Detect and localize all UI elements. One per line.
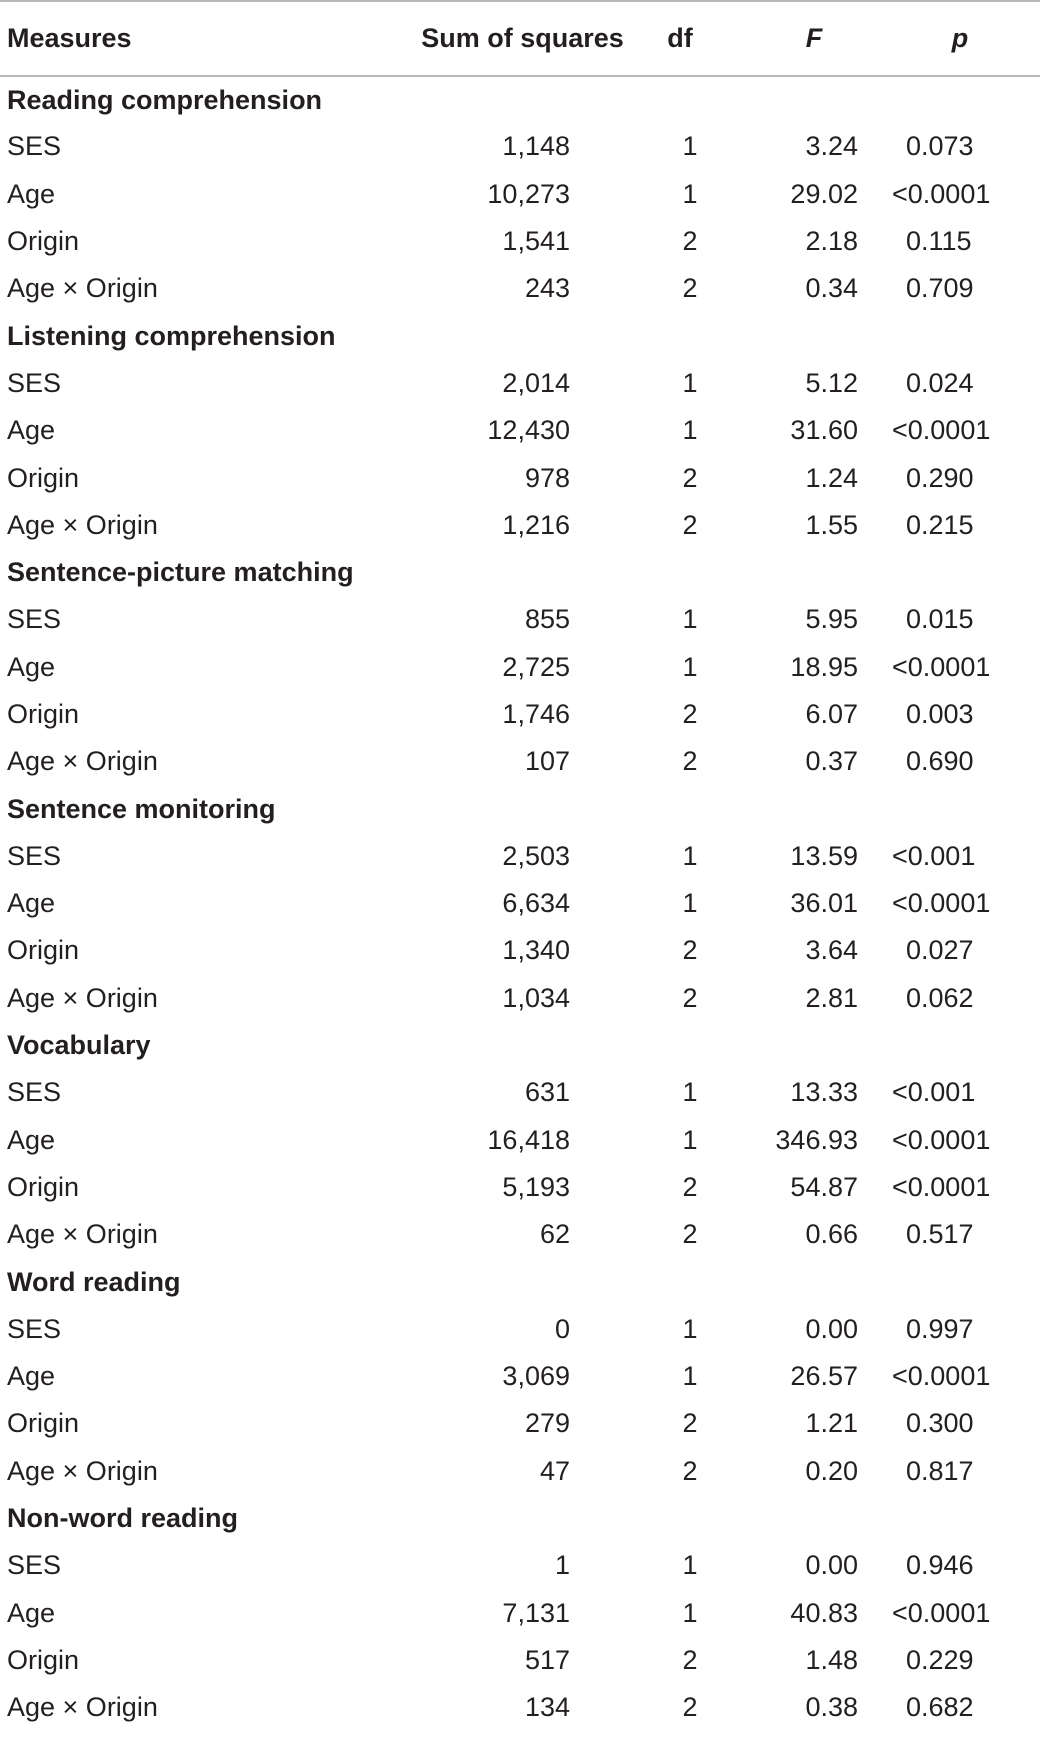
f-cell: 13.59 — [790, 840, 858, 871]
p-cell: <0.0001 — [892, 178, 991, 209]
df-cell: 2 — [682, 699, 698, 729]
table-row — [0, 833, 1040, 880]
df-cell: 1 — [682, 1124, 698, 1155]
f-cell: 1.55 — [805, 509, 858, 540]
f-cell: 54.87 — [790, 1171, 858, 1202]
p-cell: 0.300 — [906, 1408, 974, 1439]
row-label: Age — [7, 888, 56, 919]
table-row — [0, 880, 1040, 927]
p-cell: <0.0001 — [892, 415, 991, 446]
sum-of-squares-cell: 855 — [524, 604, 570, 635]
table-row — [0, 218, 1040, 265]
group-header-row — [0, 312, 1040, 359]
table-row — [0, 171, 1040, 218]
f-cell: 1.24 — [805, 462, 858, 493]
sum-of-squares-cell: 134 — [524, 1692, 570, 1723]
row-label: Origin — [7, 935, 80, 966]
p-cell: 0.229 — [906, 1644, 974, 1675]
df-cell: 1 — [682, 604, 698, 635]
df-cell: 1 — [682, 367, 698, 398]
row-label: Origin — [7, 1171, 80, 1202]
row-label: Age — [7, 1124, 56, 1155]
table-row — [0, 454, 1040, 501]
p-cell: <0.0001 — [892, 1361, 991, 1392]
group-title: Reading comprehension — [7, 84, 323, 115]
sum-of-squares-cell: 978 — [524, 462, 570, 493]
table-row — [0, 1069, 1040, 1116]
f-cell: 2.81 — [805, 982, 858, 1013]
p-cell: 0.015 — [906, 604, 974, 635]
df-cell: 2 — [682, 982, 698, 1013]
row-label: Origin — [7, 1408, 80, 1439]
table-row — [0, 407, 1040, 454]
sum-of-squares-cell: 1,034 — [502, 982, 570, 1013]
sum-of-squares-cell: 1,216 — [502, 509, 570, 540]
table-header — [0, 1, 1040, 76]
table-row — [0, 1306, 1040, 1353]
p-cell: <0.0001 — [892, 1597, 991, 1628]
row-label: Age × Origin — [7, 509, 158, 540]
row-label: Age — [7, 1361, 56, 1392]
row-label: SES — [7, 1313, 62, 1344]
p-cell: 0.003 — [906, 699, 974, 729]
p-cell: 0.024 — [906, 367, 974, 398]
sum-of-squares-cell: 62 — [539, 1219, 570, 1250]
sum-of-squares-cell: 517 — [524, 1644, 570, 1675]
f-cell: 0.34 — [805, 273, 858, 304]
p-cell: 0.062 — [906, 982, 974, 1013]
f-cell: 18.95 — [790, 651, 858, 682]
table-row — [0, 1590, 1040, 1637]
sum-of-squares-cell: 2,725 — [502, 651, 570, 682]
table-row — [0, 738, 1040, 785]
df-cell: 2 — [682, 509, 698, 540]
f-cell: 6.07 — [805, 699, 858, 729]
f-cell: 2.18 — [805, 226, 858, 257]
df-cell: 1 — [682, 1313, 698, 1344]
table-row — [0, 1684, 1040, 1731]
df-cell: 1 — [682, 1597, 698, 1628]
sum-of-squares-cell: 12,430 — [487, 415, 570, 446]
df-cell: 2 — [682, 226, 698, 257]
table-row — [0, 360, 1040, 407]
row-label: SES — [7, 131, 62, 162]
p-cell: 0.290 — [906, 462, 974, 493]
table-row — [0, 927, 1040, 974]
table-row — [0, 1211, 1040, 1258]
f-cell: 0.38 — [805, 1692, 858, 1723]
group-title: Word reading — [7, 1266, 181, 1297]
table-row — [0, 1164, 1040, 1211]
row-label: Origin — [7, 226, 80, 257]
p-cell: 0.997 — [906, 1313, 974, 1344]
df-cell: 2 — [682, 935, 698, 966]
p-cell: 0.115 — [906, 226, 972, 257]
table-row — [0, 1542, 1040, 1589]
p-cell: <0.0001 — [892, 888, 991, 919]
df-cell: 1 — [682, 840, 698, 871]
df-cell: 1 — [682, 415, 698, 446]
p-cell: <0.0001 — [892, 651, 991, 682]
row-label: Age — [7, 178, 56, 209]
f-cell: 0.00 — [805, 1550, 858, 1581]
p-cell: 0.073 — [906, 131, 974, 162]
sum-of-squares-cell: 279 — [524, 1408, 570, 1439]
row-label: Age — [7, 1597, 56, 1628]
header-sum-of-squares: Sum of squares — [370, 1, 630, 76]
sum-of-squares-cell: 3,069 — [502, 1361, 570, 1392]
df-cell: 1 — [682, 1550, 698, 1581]
df-cell: 1 — [682, 131, 698, 162]
sum-of-squares-cell: 0 — [554, 1313, 570, 1344]
sum-of-squares-cell: 5,193 — [502, 1171, 570, 1202]
row-label: Age — [7, 651, 56, 682]
row-label: SES — [7, 367, 62, 398]
table-row — [0, 1353, 1040, 1400]
f-cell: 0.66 — [805, 1219, 858, 1250]
df-cell: 1 — [682, 651, 698, 682]
f-cell: 3.24 — [805, 131, 858, 162]
f-cell: 29.02 — [790, 178, 858, 209]
row-label: Origin — [7, 1644, 80, 1675]
df-cell: 1 — [682, 178, 698, 209]
row-label: Age × Origin — [7, 1219, 158, 1250]
header-df: df — [630, 1, 730, 76]
row-label: Origin — [7, 462, 80, 493]
header-p: p — [880, 1, 1040, 76]
row-label: Age — [7, 415, 56, 446]
p-cell: 0.517 — [906, 1219, 974, 1250]
f-cell: 40.83 — [790, 1597, 858, 1628]
sum-of-squares-cell: 16,418 — [487, 1124, 570, 1155]
group-header-row — [0, 1495, 1040, 1542]
df-cell: 2 — [682, 1644, 698, 1675]
p-cell: 0.215 — [906, 509, 974, 540]
sum-of-squares-cell: 243 — [524, 273, 570, 304]
p-cell: <0.001 — [892, 1077, 976, 1108]
f-cell: 31.60 — [790, 415, 858, 446]
row-label: SES — [7, 840, 62, 871]
df-cell: 2 — [682, 1455, 698, 1486]
df-cell: 2 — [682, 1171, 698, 1202]
row-label: Age × Origin — [7, 273, 158, 304]
sum-of-squares-cell: 47 — [539, 1455, 570, 1486]
group-title: Vocabulary — [7, 1030, 151, 1061]
sum-of-squares-cell: 1,746 — [502, 699, 570, 729]
f-cell: 36.01 — [790, 888, 858, 919]
row-label: Age × Origin — [7, 1692, 158, 1723]
p-cell: <0.0001 — [892, 1171, 991, 1202]
group-header-row — [0, 549, 1040, 596]
f-cell: 3.64 — [805, 935, 858, 966]
f-cell: 1.21 — [805, 1408, 858, 1439]
row-label: SES — [7, 1077, 62, 1108]
row-label: Age × Origin — [7, 1455, 158, 1486]
sum-of-squares-cell: 1 — [554, 1550, 570, 1581]
df-cell: 2 — [682, 1692, 698, 1723]
table-row — [0, 1637, 1040, 1684]
sum-of-squares-cell: 10,273 — [487, 178, 570, 209]
p-cell: 0.690 — [906, 746, 974, 777]
sum-of-squares-cell: 1,148 — [502, 131, 570, 162]
table-row — [0, 596, 1040, 643]
table-row — [0, 502, 1040, 549]
p-cell: 0.682 — [906, 1692, 974, 1723]
table-row — [0, 1400, 1040, 1447]
header-measures: Measures — [0, 1, 370, 76]
f-cell: 5.95 — [805, 604, 858, 635]
f-cell: 5.12 — [805, 367, 858, 398]
group-title: Sentence-picture matching — [7, 557, 354, 588]
sum-of-squares-cell: 1,541 — [502, 226, 570, 257]
f-cell: 0.37 — [805, 746, 858, 777]
group-title: Sentence monitoring — [7, 793, 276, 824]
p-cell: 0.817 — [906, 1455, 974, 1486]
f-cell: 346.93 — [775, 1124, 858, 1155]
df-cell: 2 — [682, 746, 698, 777]
f-cell: 0.00 — [805, 1313, 858, 1344]
table-body — [0, 76, 1040, 1731]
p-cell: <0.0001 — [892, 1124, 991, 1155]
group-header-row — [0, 1022, 1040, 1069]
sum-of-squares-cell: 2,503 — [502, 840, 570, 871]
df-cell: 1 — [682, 1077, 698, 1108]
f-cell: 13.33 — [790, 1077, 858, 1108]
sum-of-squares-cell: 7,131 — [502, 1597, 570, 1628]
p-cell: <0.001 — [892, 840, 976, 871]
sum-of-squares-cell: 6,634 — [502, 888, 570, 919]
df-cell: 1 — [682, 1361, 698, 1392]
row-label: Origin — [7, 699, 80, 729]
sum-of-squares-cell: 2,014 — [502, 367, 570, 398]
row-label: Age × Origin — [7, 982, 158, 1013]
sum-of-squares-cell: 631 — [524, 1077, 570, 1108]
header-row — [0, 1, 1040, 76]
sum-of-squares-cell: 1,340 — [502, 935, 570, 966]
group-header-row — [0, 76, 1040, 123]
group-title: Non-word reading — [7, 1503, 238, 1534]
df-cell: 2 — [682, 273, 698, 304]
f-cell: 1.48 — [805, 1644, 858, 1675]
table-row — [0, 644, 1040, 691]
table-row — [0, 1448, 1040, 1495]
p-cell: 0.709 — [906, 273, 974, 304]
row-label: SES — [7, 1550, 62, 1581]
group-title: Listening comprehension — [7, 320, 336, 351]
df-cell: 1 — [682, 888, 698, 919]
header-f: F — [730, 1, 880, 76]
row-label: SES — [7, 604, 62, 635]
sum-of-squares-cell: 107 — [524, 746, 570, 777]
table-row — [0, 123, 1040, 170]
f-cell: 26.57 — [790, 1361, 858, 1392]
df-cell: 2 — [682, 1219, 698, 1250]
df-cell: 2 — [682, 462, 698, 493]
p-cell: 0.946 — [906, 1550, 974, 1581]
table-row — [0, 975, 1040, 1022]
df-cell: 2 — [682, 1408, 698, 1439]
table-row — [0, 1117, 1040, 1164]
row-label: Age × Origin — [7, 746, 158, 777]
group-header-row — [0, 1258, 1040, 1305]
table-row — [0, 691, 1040, 738]
p-cell: 0.027 — [906, 935, 974, 966]
f-cell: 0.20 — [805, 1455, 858, 1486]
group-header-row — [0, 785, 1040, 832]
table-row — [0, 265, 1040, 312]
